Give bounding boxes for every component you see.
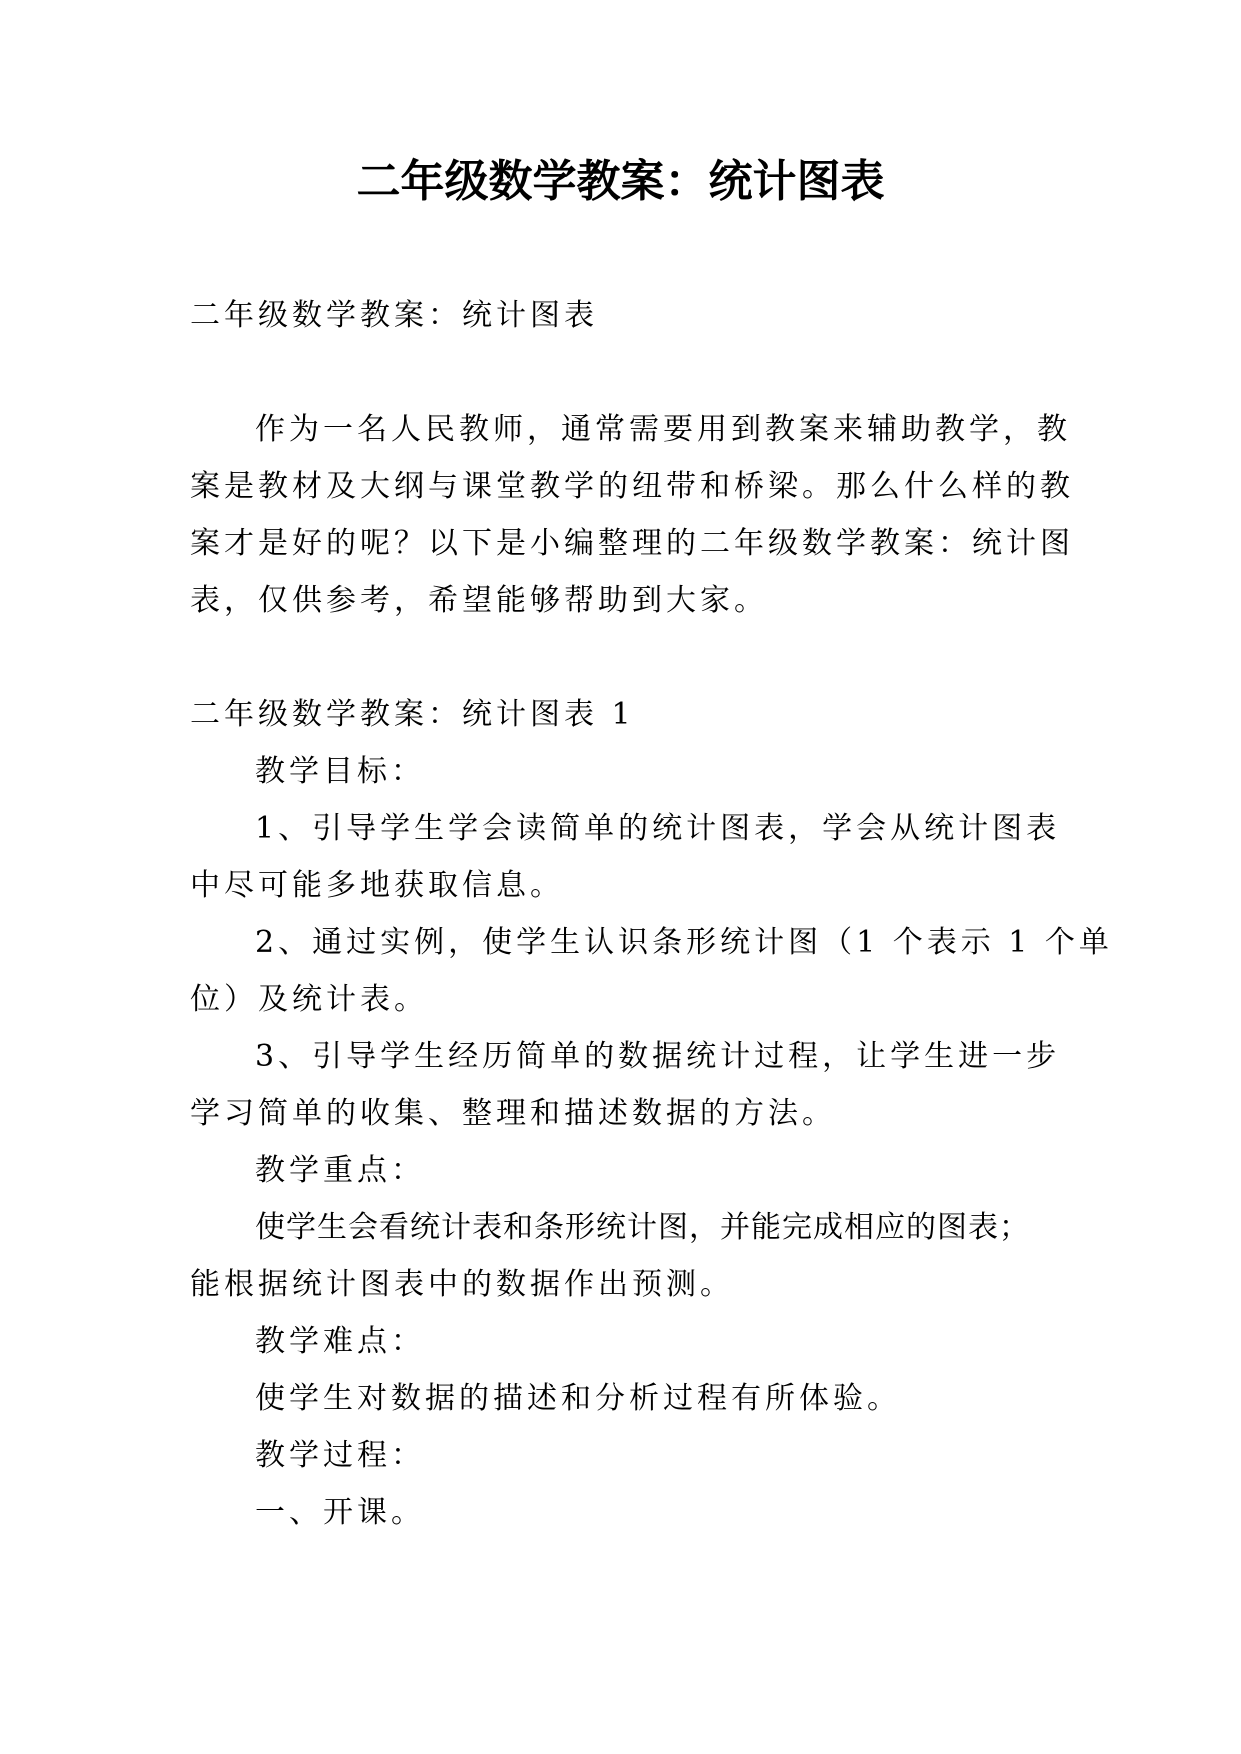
objective-2-line-1: 2、通过实例，使学生认识条形统计图（1 个表示 1 个单 [255, 925, 1113, 960]
intro-line-4: 表，仅供参考，希望能够帮助到大家。 [190, 583, 768, 618]
subtitle-line: 二年级数学教案：统计图表 [190, 298, 598, 333]
difficulties-line: 使学生对数据的描述和分析过程有所体验。 [255, 1381, 901, 1416]
objective-3-line-1: 3、引导学生经历简单的数据统计过程，让学生进一步 [255, 1039, 1061, 1074]
process-heading: 教学过程： [255, 1438, 425, 1473]
objective-3-line-2: 学习简单的收集、整理和描述数据的方法。 [190, 1096, 836, 1131]
key-points-line-1: 使学生会看统计表和条形统计图，并能完成相应的图表； [255, 1210, 1030, 1245]
document-title: 二年级数学教案：统计图表 [356, 156, 885, 207]
objective-1-line-1: 1、引导学生学会读简单的统计图表，学会从统计图表 [255, 811, 1061, 846]
objectives-heading: 教学目标： [255, 754, 425, 789]
intro-line-2: 案是教材及大纲与课堂教学的纽带和桥梁。那么什么样的教 [190, 469, 1074, 504]
process-step-1: 一、开课。 [255, 1495, 425, 1530]
intro-line-3: 案才是好的呢？以下是小编整理的二年级数学教案：统计图 [190, 526, 1074, 561]
objective-1-line-2: 中尽可能多地获取信息。 [190, 868, 564, 903]
difficulties-heading: 教学难点： [255, 1324, 425, 1359]
key-points-line-2: 能根据统计图表中的数据作出预测。 [190, 1267, 734, 1302]
section-heading: 二年级数学教案：统计图表 1 [190, 697, 635, 732]
objective-2-line-2: 位）及统计表。 [190, 982, 428, 1017]
key-points-heading: 教学重点： [255, 1153, 425, 1188]
intro-line-1: 作为一名人民教师，通常需要用到教案来辅助教学，教 [255, 412, 1071, 447]
